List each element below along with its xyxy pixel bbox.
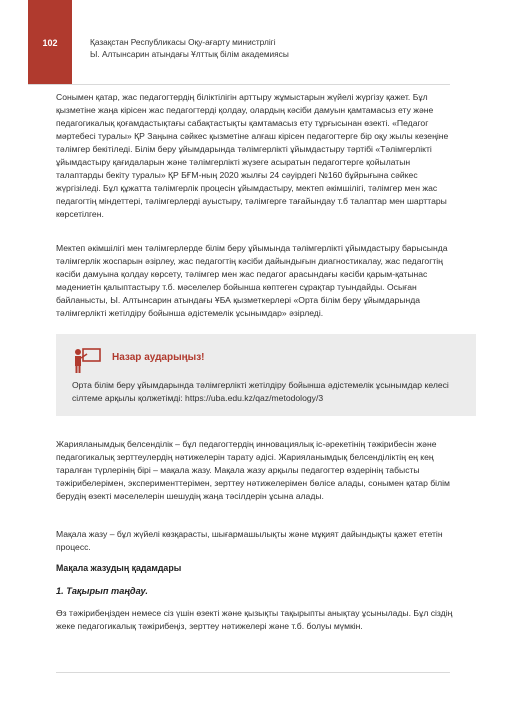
header-divider <box>28 84 450 85</box>
step-heading: 1. Тақырып таңдау. <box>56 586 148 596</box>
header-academy: Ы. Алтынсарин атындағы Ұлттық білім академиясы <box>90 49 289 59</box>
paragraph-article-writing: Мақала жазу – бұл жүйелі көзқарасты, шығармашылықты және мұқият дайындықты қажет ететін процесс. <box>56 529 443 552</box>
running-header <box>90 36 289 60</box>
paragraph-mentoring: Сонымен қатар, жас педагогтердің біліктілігін арттыру жұмыстарын жүйелі жүргізу қажет. Бұл қызметіне жаңа кірісен жас педагогтерді қолдау, олардың кәсіби дамуын қамтамасыз ету және педагогикалық қоғамдастықтағы сабақтастықты қамтамасыз ету тұрғысынан өзекті. «Педагог мәртебесі туралы» ҚР Заңына сәйкес қызметіне алғаш кірісен педагогтерге бір оқу жылы кезеңіне тәлімгер бекітіледі. Білім беру ұйымдарында тәлімгерлікті ұйымдастыру тәртібі «Тәлімгерлікті ұйымдастыру қағидаларын және тәлімгерлікті жүзеге асыратын педагогтерге қойылатын талаптарды бекіту туралы» ҚР БҒМ-ның 2020 жылғы 24 сәуірдегі №160 бұйрығына сәйкес жүргізіледі. Бұл құжатта тәлімгерлік процесін ұйымдастыру, мектеп әкімшілігі, тәлімгер мен жас педагогтің міндеттері, тәлімгерлерді ауыстыру, тәлімгерге тағайындау т.б талаптар мен шарттары көрсетілген. <box>56 92 449 219</box>
header-ministry: Қазақстан Республикасы Оқу-ағарту министрлігі <box>90 37 276 47</box>
section-heading: Мақала жазудың қадамдары <box>56 563 182 573</box>
paragraph-recommendations: Мектеп әкімшілігі мен тәлімгерлерде білім беру ұйымында тәлімгерлікті ұйымдастыру барысында тәлімгерлік жоспарын әзірлеу, жас педагогтің кәсіби дайындығын диагностикалау, жас педагогтің кәсіби дамуына қолдау көрсету, тәлімгер мен жас педагог арасындағы кәсіби қарым-қатынас мәдениетін қалыптастыру т.б. мәселелер бойынша көптеген сұрақтар туындайды. Осыған байланысты, Ы. Алтынсарин атындағы ҰБА қызметкерлері «Орта білім беру ұйымдарында тәлімгерлікті жетілдіру бойынша әдістемелік ұсынымдар» әзірледі. <box>56 243 448 318</box>
paragraph-publication-activity: Жарияланымдық белсенділік – бұл педагогтердің инновациялық іс-әрекетінің тәжірибесін және педагогикалық зерттеулердің нәтижелерін тарату әдісі. Жарияланымдық белсенділіктің ең кең таралған түрлерінің бірі – мақала жазу. Мақала жазу арқылы педагогтер өздерінің табысты тәжірибелерімен, эксперименттерімен, зерттеу нәтижелерімен бөлісе алады, сонымен қатар білім берудің өзекті мәселелерін шешудің жаңа тәсілдерін ұсына алады. <box>56 439 450 501</box>
attention-title: Назар аударыңыз! <box>112 352 205 363</box>
attention-box <box>56 334 476 416</box>
teacher-at-board-icon <box>72 346 102 374</box>
footer-divider <box>56 672 450 673</box>
attention-text: Орта білім беру ұйымдарында тәлімгерлікті жетілдіру бойынша әдістемелік ұсынымдар келесі сілтеме арқылы қолжетімді: https://uba.edu.kz/qaz/metodology/3 <box>72 380 449 403</box>
paragraph-topic-choice: Өз тәжірибеңізден немесе сіз үшін өзекті және қызықты тақырыпты анықтау ұсынылады. Бұл сіздің жеке педагогикалық тәжірибеңіз, зерттеу нәтижелері және т.б. болуы мүмкін. <box>56 608 453 631</box>
page-number: 102 <box>42 38 58 48</box>
